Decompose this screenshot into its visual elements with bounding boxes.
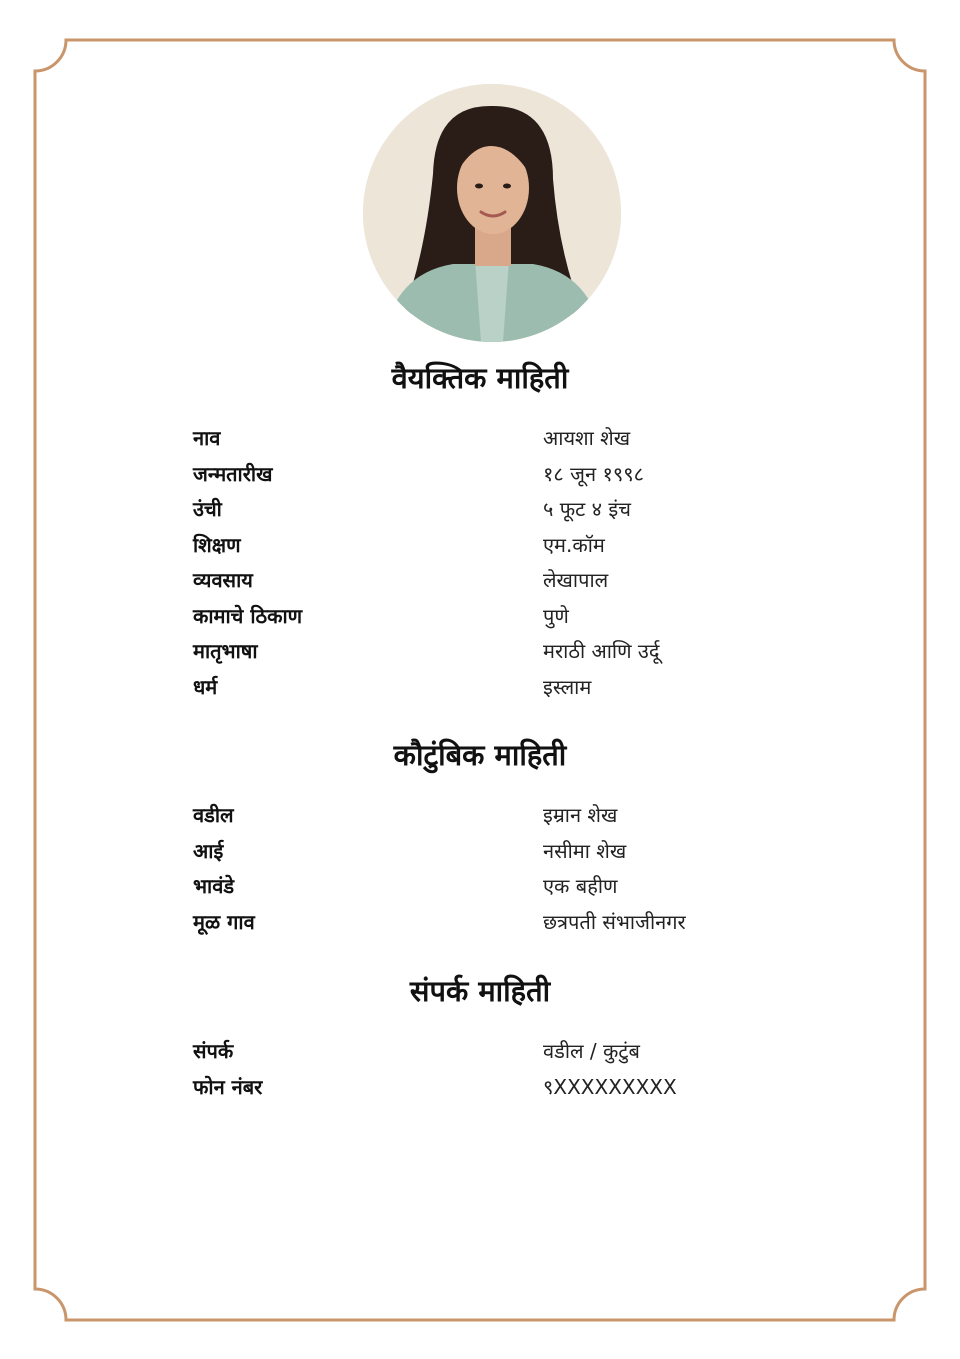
field-label: जन्मतारीख [193,461,273,486]
field-label: वडील [193,803,234,827]
list-item [193,601,753,637]
list-item [193,423,753,459]
list-item [193,494,753,530]
list-item [193,800,753,836]
list-item [193,459,753,495]
field-value: इम्रान शेख [543,803,618,827]
field-value: लेखापाल [543,568,609,592]
field-value: इस्लाम [543,674,592,699]
list-item [193,836,753,872]
list-item [193,907,753,943]
field-value: पुणे [543,603,569,628]
field-value: नसीमा शेख [543,838,627,863]
field-label: उंची [193,497,222,521]
contact-info-list [193,1036,753,1107]
field-value: ९XXXXXXXXX [543,1074,677,1099]
field-label: फोन नंबर [193,1074,263,1099]
field-value: एम.कॉम [543,532,605,557]
personal-info-list [193,423,753,707]
field-label: कामाचे ठिकाण [193,603,303,628]
list-item [193,636,753,672]
field-label: नाव [193,426,221,450]
field-label: व्यवसाय [193,568,253,592]
list-item [193,530,753,566]
field-value: आयशा शेख [543,426,631,450]
field-value: मराठी आणि उर्दू [543,639,660,663]
section-title-personal: वैयक्तिक माहिती [391,361,569,395]
field-value: १८ जून १९९८ [543,461,645,486]
list-item [193,1036,753,1072]
field-value: एक बहीण [543,874,618,898]
section-title-contact: संपर्क माहिती [409,974,551,1008]
field-label: धर्म [193,674,218,699]
field-value: ५ फूट ४ इंच [543,497,631,521]
field-label: आई [193,838,224,863]
field-value: छत्रपती संभाजीनगर [543,909,686,934]
field-value: वडील / कुटुंब [543,1039,640,1063]
list-item [193,565,753,601]
list-item [193,672,753,708]
section-title-family: कौटुंबिक माहिती [393,738,567,772]
field-label: संपर्क [193,1039,234,1063]
field-label: मातृभाषा [193,639,258,663]
list-item [193,871,753,907]
family-info-list [193,800,753,942]
field-label: भावंडे [193,874,235,898]
list-item [193,1072,753,1108]
field-label: मूळ गाव [193,909,255,934]
field-label: शिक्षण [193,532,241,557]
profile-photo [363,84,621,342]
